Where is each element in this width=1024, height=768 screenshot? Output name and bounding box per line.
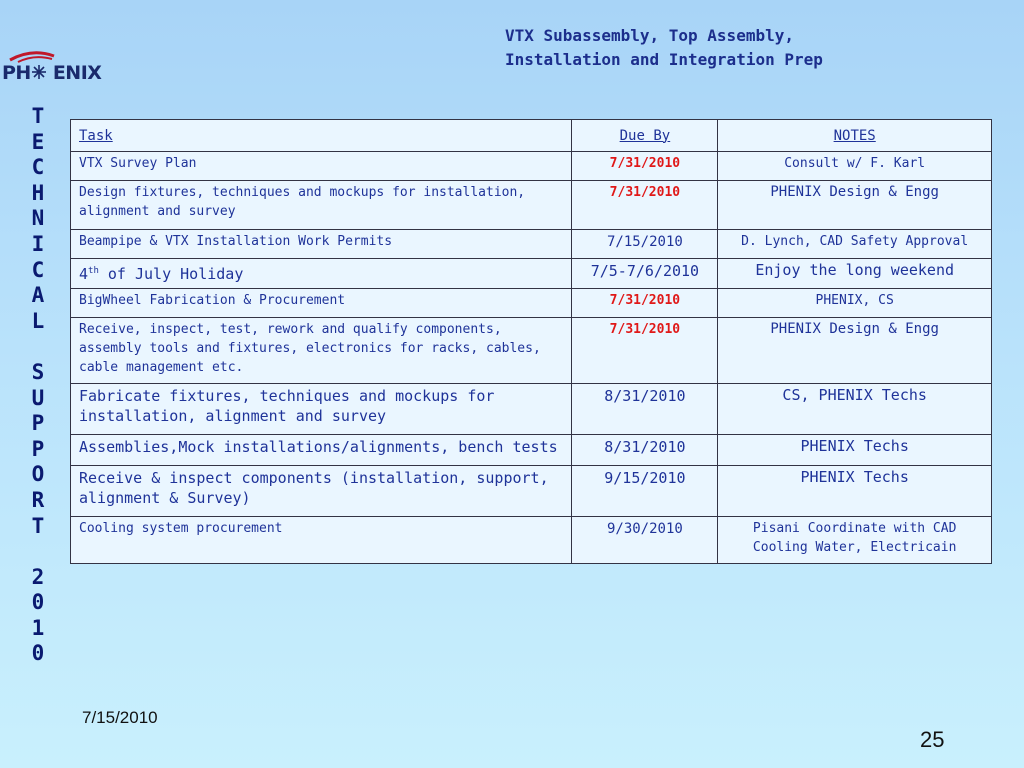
vertical-letter: O [31,462,45,487]
footer-date: 7/15/2010 [82,708,158,727]
vertical-letter: P [31,411,45,436]
notes-cell: CS, PHENIX Techs [718,384,992,435]
table-row [71,181,992,230]
task-cell: BigWheel Fabrication & Procurement [71,289,572,318]
vertical-letter: C [31,155,45,180]
vertical-letter: U [31,385,45,410]
notes-cell: PHENIX Design & Engg [718,181,992,230]
vertical-letter: E [31,129,45,154]
table-row [71,318,992,384]
task-ordinal-suffix: th [88,266,99,276]
vertical-letter: C [31,257,45,282]
task-cell: VTX Survey Plan [71,152,572,181]
schedule-table [70,119,992,564]
due-cell: 7/31/2010 [572,152,718,181]
logo-text-right: ENIX [52,62,102,84]
vertical-letter: I [31,231,45,256]
notes-cell: PHENIX Techs [718,466,992,517]
notes-cell: PHENIX Techs [718,435,992,466]
page-number: 25 [920,727,945,752]
task-cell: Design fixtures, techniques and mockups for installation, alignment and survey [71,181,572,230]
vertical-letter: N [31,206,45,231]
vertical-letter: T [31,104,45,128]
task-cell [71,259,572,289]
vertical-letter: 1 [31,615,45,640]
vertical-letter: R [31,487,45,512]
notes-cell: PHENIX, CS [718,289,992,318]
table-header-row [71,120,992,152]
vertical-letter: T [31,513,45,538]
header-due-by: Due By [572,120,718,152]
task-cell: Assemblies,Mock installations/alignments, bench tests [71,435,572,466]
header-notes: NOTES [718,120,992,152]
vertical-letter: S [31,359,45,384]
task-cell: Receive & inspect components (installation, support, alignment & Survey) [71,466,572,517]
table-row [71,289,992,318]
phenix-logo [2,50,102,84]
task-cell: Cooling system procurement [71,517,572,564]
vertical-letter [24,334,52,360]
due-cell: 7/31/2010 [572,181,718,230]
due-cell: 7/5-7/6/2010 [572,259,718,289]
due-cell: 8/31/2010 [572,435,718,466]
technical-support-vertical-text [24,104,52,667]
notes-cell: PHENIX Design & Engg [718,318,992,384]
table-row [71,435,992,466]
title-line-2: Installation and Integration Prep [505,50,823,69]
task-cell: Fabricate fixtures, techniques and mockups for installation, alignment and survey [71,384,572,435]
notes-cell: Pisani Coordinate with CAD Cooling Water, Electricain [718,517,992,564]
due-cell: 9/15/2010 [572,466,718,517]
due-cell: 7/31/2010 [572,289,718,318]
vertical-letter: A [31,283,45,308]
task-text: of July Holiday [98,265,244,283]
table-row [71,384,992,435]
due-cell: 8/31/2010 [572,384,718,435]
task-cell: Receive, inspect, test, rework and qualify components, assembly tools and fixtures, electronics for racks, cables, cable management etc. [71,318,572,384]
logo-text-left: PH [2,62,31,84]
due-cell: 9/30/2010 [572,517,718,564]
title-line-1: VTX Subassembly, Top Assembly, [505,26,794,45]
task-cell: Beampipe & VTX Installation Work Permits [71,230,572,259]
due-cell: 7/31/2010 [572,318,718,384]
table-row [71,517,992,564]
notes-cell: D. Lynch, CAD Safety Approval [718,230,992,259]
vertical-letter: 2 [31,564,45,589]
notes-cell: Consult w/ F. Karl [718,152,992,181]
table-row [71,152,992,181]
vertical-letter: P [31,436,45,461]
vertical-letter: 0 [31,590,45,615]
table-row [71,230,992,259]
vertical-letter: H [31,180,45,205]
table-row [71,466,992,517]
due-cell: 7/15/2010 [572,230,718,259]
task-ordinal: 4 [79,265,89,283]
table-row [71,259,992,289]
vertical-letter [24,539,52,565]
slide-title [505,24,925,72]
vertical-letter: 0 [31,641,45,666]
header-task: Task [71,120,572,152]
vertical-letter: L [31,308,45,333]
notes-cell: Enjoy the long weekend [718,259,992,289]
